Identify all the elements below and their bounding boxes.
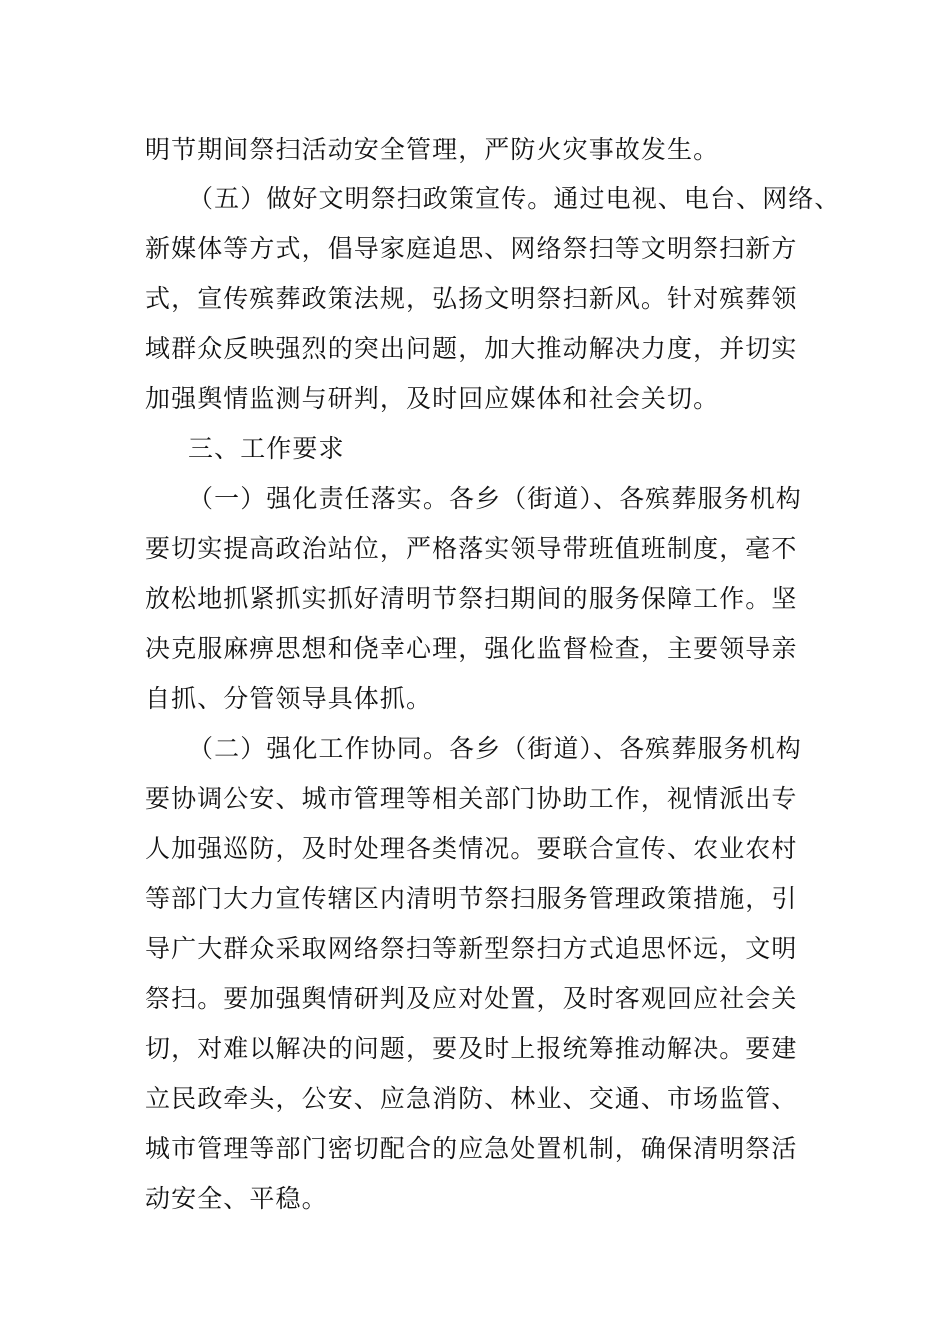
text-line: 立民政牵头，公安、应急消防、林业、交通、市场监管、 (145, 1084, 798, 1113)
text-line: 明节期间祭扫活动安全管理，严防火灾事故发生。 (145, 135, 720, 164)
text-line: 人加强巡防，及时处理各类情况。要联合宣传、农业农村 (145, 834, 798, 863)
text-line: （一）强化责任落实。各乡（街道）、各殡葬服务机构 (188, 484, 802, 513)
text-line: 要协调公安、城市管理等相关部门协助工作，视情派出专 (145, 784, 798, 813)
text-line: 要切实提高政治站位，严格落实领导带班值班制度，毫不 (145, 534, 798, 563)
text-line: （二）强化工作协同。各乡（街道）、各殡葬服务机构 (188, 734, 802, 763)
text-line: 等部门大力宣传辖区内清明节祭扫服务管理政策措施，引 (145, 884, 798, 913)
text-line: 祭扫。要加强舆情研判及应对处置，及时客观回应社会关 (145, 984, 798, 1013)
text-line: （五）做好文明祭扫政策宣传。通过电视、电台、网络、 (188, 184, 841, 213)
text-line: 决克服麻痹思想和侥幸心理，强化监督检查，主要领导亲 (145, 634, 798, 663)
text-line: 城市管理等部门密切配合的应急处置机制，确保清明祭活 (145, 1134, 798, 1163)
text-line: 导广大群众采取网络祭扫等新型祭扫方式追思怀远，文明 (145, 934, 798, 963)
text-line: 动安全、平稳。 (145, 1184, 328, 1213)
text-line: 新媒体等方式，倡导家庭追思、网络祭扫等文明祭扫新方 (145, 234, 798, 263)
text-line: 加强舆情监测与研判，及时回应媒体和社会关切。 (145, 384, 720, 413)
text-line: 域群众反映强烈的突出问题，加大推动解决力度，并切实 (145, 334, 798, 363)
text-line: 式，宣传殡葬政策法规，弘扬文明祭扫新风。针对殡葬领 (145, 284, 798, 313)
text-line: 自抓、分管领导具体抓。 (145, 684, 433, 713)
text-line: 放松地抓紧抓实抓好清明节祭扫期间的服务保障工作。坚 (145, 584, 798, 613)
text-line: 切，对难以解决的问题，要及时上报统筹推动解决。要建 (145, 1034, 798, 1063)
section-heading: 三、工作要求 (188, 434, 345, 463)
